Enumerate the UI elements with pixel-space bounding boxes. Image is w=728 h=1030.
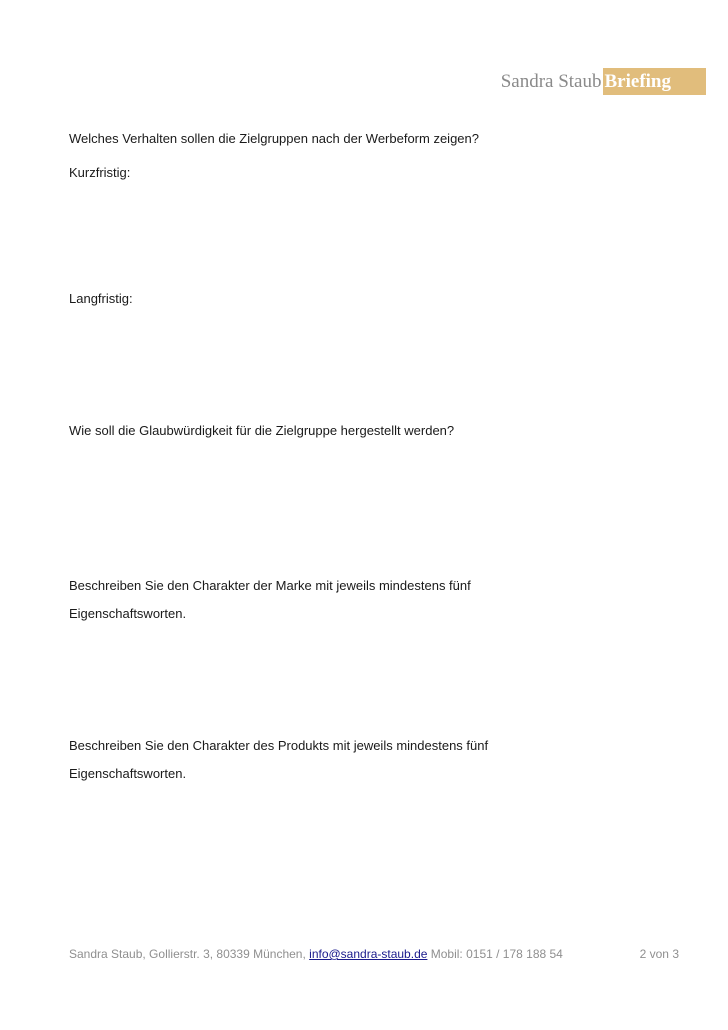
- document-header: [501, 68, 706, 95]
- header-brand-tag: Briefing: [603, 68, 707, 95]
- label-long-term: Langfristig:: [69, 291, 133, 306]
- header-brand-name: Sandra Staub: [500, 71, 602, 92]
- question-product-line-1: Beschreiben Sie den Charakter des Produkts mit jeweils mindestens fünf: [69, 738, 489, 753]
- document-footer: [69, 947, 679, 961]
- question-credibility: Wie soll die Glaubwürdigkeit für die Zielgruppe hergestellt werden?: [69, 423, 455, 438]
- footer-mobile: Mobil: 0151 / 178 188 54: [427, 947, 563, 961]
- question-brand-line-1: Beschreiben Sie den Charakter der Marke mit jeweils mindestens fünf: [69, 578, 471, 593]
- footer-email-link[interactable]: info@sandra-staub.de: [309, 947, 428, 961]
- footer-address: Sandra Staub, Gollierstr. 3, 80339 München,: [69, 947, 310, 961]
- question-product-line-2: Eigenschaftsworten.: [69, 766, 187, 781]
- question-behavior: Welches Verhalten sollen die Zielgruppen nach der Werbeform zeigen?: [69, 131, 479, 146]
- question-brand-line-2: Eigenschaftsworten.: [69, 606, 187, 621]
- label-short-term: Kurzfristig:: [69, 165, 131, 180]
- footer-contact: [69, 947, 563, 961]
- page-number: 2 von 3: [639, 947, 679, 961]
